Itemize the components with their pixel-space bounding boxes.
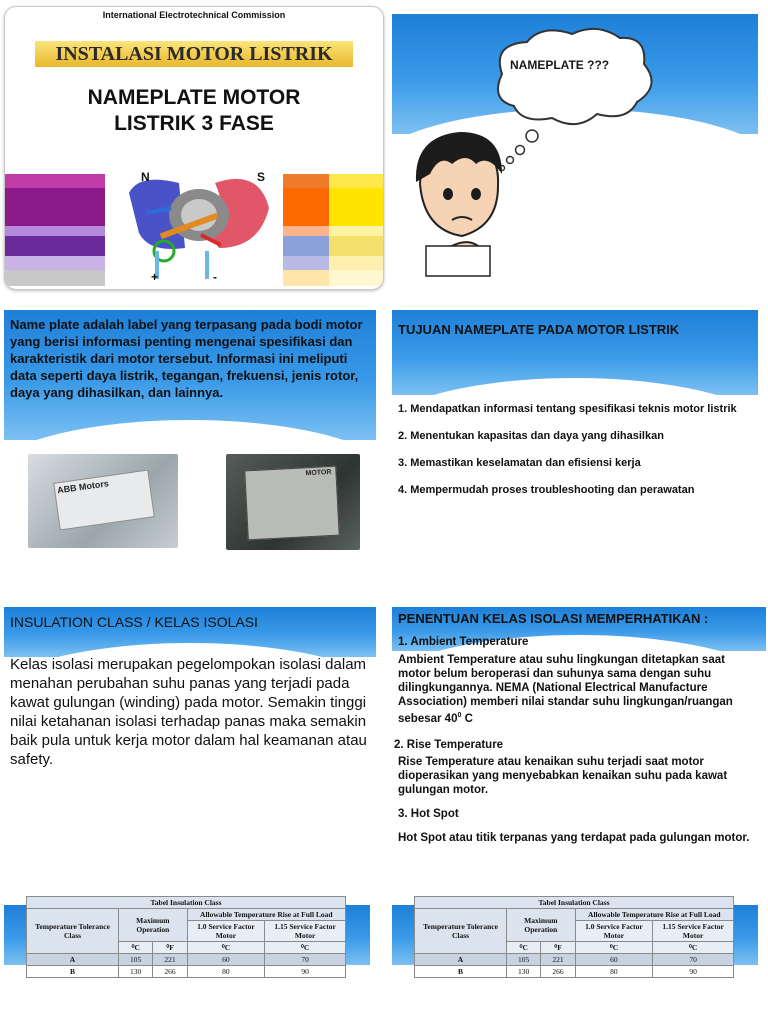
- stripe: [283, 236, 329, 256]
- slide-insulation-table-1: [4, 898, 370, 1024]
- title-line-1: NAMEPLATE MOTOR: [87, 86, 301, 109]
- stripe: [283, 188, 329, 226]
- factor-2-text: Rise Temperature atau kenaikan suhu terjadi saat motor dioperasikan yang menyebabkan kenaikan suhu pada kawat gulungan motor.: [398, 756, 728, 796]
- factor-3-text: Hot Spot atau titik terpanas yang terdapat pada gulungan motor.: [398, 832, 750, 844]
- slide-insulation-class: [4, 607, 376, 875]
- col-sf115: 1.15 Service Factor Motor: [265, 921, 346, 942]
- cell-c: 105: [119, 954, 153, 966]
- purpose-heading: TUJUAN NAMEPLATE PADA MOTOR LISTRIK: [398, 322, 680, 337]
- stripe: [5, 174, 105, 188]
- abb-nameplate-photo: [28, 454, 178, 548]
- slide-purpose: [392, 310, 758, 578]
- stripe: [5, 236, 105, 256]
- col-allowable: Allowable Temperature Rise at Full Load: [187, 909, 345, 921]
- factors-heading: PENENTUAN KELAS ISOLASI MEMPERHATIKAN :: [398, 611, 709, 626]
- cell-sf10: 60: [187, 954, 265, 966]
- degree-superscript: 0: [457, 712, 462, 719]
- unit-c: ⁰C: [265, 942, 346, 954]
- table-title: Tabel Insulation Class: [27, 897, 346, 909]
- course-banner: INSTALASI MOTOR LISTRIK: [35, 41, 353, 67]
- table-row: [415, 966, 734, 978]
- label-n: N: [141, 170, 150, 184]
- stripe: [5, 256, 105, 270]
- factor-1-title: 1. Ambient Temperature: [398, 636, 529, 648]
- col-allowable: Allowable Temperature Rise at Full Load: [575, 909, 733, 921]
- stripe: [283, 226, 329, 236]
- factor-3-title: 3. Hot Spot: [398, 808, 459, 820]
- factor-1-text: [398, 653, 756, 726]
- col-sf10: 1.0 Service Factor Motor: [575, 921, 653, 942]
- cell-c: 105: [507, 954, 541, 966]
- col-class: Temperature Tolerance Class: [415, 909, 507, 954]
- slide-question: [392, 14, 758, 282]
- stripe: [283, 256, 329, 270]
- unit-c: ⁰C: [119, 942, 153, 954]
- stripe: [5, 188, 105, 226]
- stripe: [329, 174, 383, 188]
- insulation-class-table: [414, 896, 734, 978]
- label-plus: +: [151, 270, 159, 284]
- cell-class: B: [415, 966, 507, 978]
- cell-class: A: [415, 954, 507, 966]
- abb-plate-label: ABB Motors: [53, 470, 155, 531]
- factor-1-text-unit: C: [461, 712, 473, 725]
- stripe: [5, 226, 105, 236]
- motor-diagram-illustration: [109, 153, 285, 285]
- cell-sf10: 60: [575, 954, 653, 966]
- slide-title-text: [5, 85, 383, 137]
- col-max-operation: Maximum Operation: [119, 909, 188, 942]
- cell-sf115: 70: [653, 954, 734, 966]
- table-row: [27, 966, 346, 978]
- cell-sf10: 80: [575, 966, 653, 978]
- stripe: [5, 270, 105, 286]
- list-item: 4. Mempermudah proses troubleshooting dan perawatan: [398, 484, 695, 496]
- cell-sf115: 90: [265, 966, 346, 978]
- insulation-class-table: [26, 896, 346, 978]
- thinking-boy-illustration: [392, 14, 758, 282]
- cell-sf115: 90: [653, 966, 734, 978]
- list-item: 3. Memastikan keselamatan dan efisiensi kerja: [398, 457, 641, 469]
- table-row: [415, 954, 734, 966]
- col-sf10: 1.0 Service Factor Motor: [187, 921, 265, 942]
- table-row: [27, 954, 346, 966]
- slide-insulation-factors: [392, 607, 766, 875]
- cell-class: A: [27, 954, 119, 966]
- stripe: [329, 256, 383, 270]
- title-line-2: LISTRIK 3 FASE: [114, 112, 274, 135]
- unit-c: ⁰C: [575, 942, 653, 954]
- cell-c: 130: [507, 966, 541, 978]
- cell-f: 266: [153, 966, 187, 978]
- stripe: [329, 226, 383, 236]
- label-minus: -: [213, 270, 217, 284]
- slide-definition: [4, 310, 376, 578]
- stripe: [329, 270, 383, 286]
- col-class: Temperature Tolerance Class: [27, 909, 119, 954]
- cell-f: 221: [541, 954, 575, 966]
- list-item: 2. Menentukan kapasitas dan daya yang dihasilkan: [398, 430, 664, 442]
- stripe: [283, 270, 329, 286]
- unit-f: ⁰F: [153, 942, 187, 954]
- cell-c: 130: [119, 966, 153, 978]
- unit-f: ⁰F: [541, 942, 575, 954]
- col-sf115: 1.15 Service Factor Motor: [653, 921, 734, 942]
- unit-c: ⁰C: [187, 942, 265, 954]
- slide-insulation-table-2: [392, 898, 758, 1024]
- factor-1-text-main: Ambient Temperature atau suhu lingkungan ditetapkan saat motor belum beroperasi dan suhunya sama dengan suhu dilingkungannya. NEMA (National Electrical Manufacture Association) memberi nilai standar suhu lingkungan/ruangan sebesar 40: [398, 654, 733, 725]
- stripe: [329, 236, 383, 256]
- cell-class: B: [27, 966, 119, 978]
- purpose-list: [398, 402, 752, 510]
- col-max-operation: Maximum Operation: [507, 909, 576, 942]
- cell-f: 266: [541, 966, 575, 978]
- stripe: [283, 174, 329, 188]
- list-item: 1. Mendapatkan informasi tentang spesifikasi teknis motor listrik: [398, 403, 737, 415]
- motor-plate-label: MOTOR: [244, 466, 340, 541]
- cell-f: 221: [153, 954, 187, 966]
- stripe: [329, 188, 383, 226]
- unit-c: ⁰C: [507, 942, 541, 954]
- insulation-body: Kelas isolasi merupakan pegelompokan isolasi dalam menahan perubahan suhu panas yang terjadi pada kawat gulungan (winding) pada motor. Semakin tinggi nilai ketahanan isolasi terhadap panas maka semakin baik pula untuk kerja motor dalam hal keamanan atau safety.: [10, 656, 367, 768]
- table-title: Tabel Insulation Class: [415, 897, 734, 909]
- organization-label: International Electrotechnical Commission: [102, 10, 286, 20]
- label-s: S: [257, 170, 266, 184]
- cell-sf10: 80: [187, 966, 265, 978]
- unit-c: ⁰C: [653, 942, 734, 954]
- insulation-heading: INSULATION CLASS / KELAS ISOLASI: [10, 614, 258, 630]
- thought-bubble-text: NAMEPLATE ???: [510, 58, 610, 72]
- slide-title: [4, 6, 384, 290]
- cell-sf115: 70: [265, 954, 346, 966]
- motor-nameplate-photo: [226, 454, 360, 550]
- factor-2-title: 2. Rise Temperature: [394, 739, 504, 751]
- definition-text: Name plate adalah label yang terpasang pada bodi motor yang berisi informasi penting mengenai spesifikasi dan karakteristik dari motor tersebut. Informasi ini meliputi data seperti daya listrik, tegangan, frekuensi, jenis rotor, daya yang dihasilkan, dan lainnya.: [10, 317, 363, 400]
